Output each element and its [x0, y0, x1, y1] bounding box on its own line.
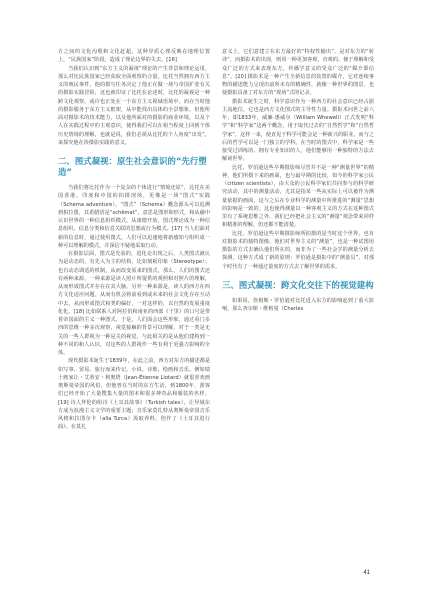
paragraph: 当我们将比托作为一个复杂的个体进行“情境还原”，比托在美国香港、印度和中国的拍摄现场，更像是一场“图式”实践（Schema adventure）。“图式”（Schema）概念源头可以追溯到柏拉图，其希腊语是“schēmat”，意思是图形和形式，和从融中认识世界的一种信息组织模式，从康德开始，图式理论成为一种信息组织、信息分类和信息关联的思想或行为模式。[17] 当人们面对新的信息时，通过使用图式，人们可以迅速地将新感知与组织成一种可以理解的模式，并深信不疑地采取行动。: [58, 185, 210, 249]
section-heading: 三、图式凝视：跨文化交往下的视觉建构: [222, 279, 374, 290]
paragraph: 现代摄影术诞生于1839年，在此之前，西方对东方的描述都是如写事、贸易、旅行而来传记、小说、诗歌、绘画和音乐。例如瑞士画家让・艾蒂安・利奥塔（Jean-Étienne Liotard）就很喜欢画奥斯曼帝国的风俗，但他曾在当时的东方生活，到1800年，游客们已经开始了大量搜集大量的图本和很多神奇品和服装的名样。[19] 诗人拜伦的组诗《土耳其故事》（Turkish tales），让异域东方成为浪漫主义文学的重要主题；音乐家莫扎特从奥斯曼帝国音乐风格和拉图尔卡（alla Turca）汲取养料，创作了《土耳其进行曲》。在莫扎: [58, 358, 210, 431]
paragraph: 如果说，詹姆斯・罗伯逊对比托进入东方的影响起到了重大影响，那么查尔斯・维格曼（Charles: [222, 297, 374, 312]
paragraph: 比托、罗伯逊这些早期摄影师所拍摄的是当时这个世界，也有对摄影术的独特图像，他们对世界主义的“测量”，也是一种试图用摄影的方式去确认他们所在的，而非为了一些社会学的测量分析去探测，这种方式成了新的原则：罗伯逊是摄影中的“测量员”，对那个时代有了一种通过量度的方式去了解世界的需求。: [222, 230, 374, 270]
left-column: [58, 48, 210, 432]
paragraph: 摄影术诞生之时，科学意识作为一种西方的社会意识已经占据主流地位，它也是西方文化图式的主导性力量。摄影术问世之前六年，即1833年，威廉·惠威尔（William Whewell）正式发明“科学”和“科学家”这两个概念，用于取代过去的“自然哲学”和“自然哲学家”，这样一来，使直见于科学可能会是一种新兴的职业。而与之后的哲学可以是一门独立的学科。在当时的图式中，科学家是一些接受过训练的、拥有专业知识的人，他们能够用一种独特的方法去解读世界。: [222, 98, 374, 163]
paragraph: 当我们认识到“东方主义的凝视”理论的产生背景和理论运用，那么对比民族国家已经获取全面观察的合量，比托当然拥有西方主义的殖民事件，他的摄写任务决定了他正在做一场与帝国扩张有关的摄影实践冒险，这也就印证了比托在论述时，比托的凝视是一种跨文化观察，或许也正处在一个东方主义视域语境中。而在当时他的摄影服务于东方主义框架，从中能找出具体的全景想象，但他所面对摄影术的技术能力，以及他所面对的摄影的商业环境，以及个人在实践过程中的主观意识，使得我们可以在相当程度上回到个体历史情境的理解，也就是说，我们必须从比托的个人角度“出发”，来探究他在涉摄影实践的意义。: [58, 65, 210, 146]
paragraph: 比托、罗伯逊这些早期摄影师尽管并不是一种“测量世界”的精神，他们所摄下来的画面，也与最早期的比较，如今的科学家公民（citizen scientists），由大众的公民科学家们共同参与的科学研究活动，其中的测量活动，尤其是指某一些从实际上可以被作为测量依据的画面，这与之后在专业科学的测量中所推进的“测量”思想的影响是一致的。这也使得测量以一种客观主义的方式在这种图式里有了系统思维之外，我们已经把社会主义的“测量”观念带来同样和精准的理解，但还都不能清楚。: [222, 164, 374, 229]
section-heading: 二、图式凝视：原生社会意识的“先行塑造”: [58, 156, 207, 177]
paragraph: 在摄影层面，图式是先验的，进化论出现之后，人类图式被认为是动态的，有先入为主的结构，比如刻板印象（Stereotype）；也有动态调适的机制，从而改变原来的图式，那么，人们的图式还有两种来源，一种来源是读人照片所提供的观照和对照片的理解，从而形成图式并存在在其大脑。另外一种来源是，读人的西方在西方文化适应问题。从而有机会将前看到或未来的社会文化存在互动中去，从而形成图式和类的偏好，一对这样的，以自然的发展重度化化。[18] 比如联系人对阿拉伯和南亚的西部《千里》的口号是带着帝国面的主义一种图式，于是，人们面会这些形象，通过看门多西的思维一种多次观察，视觉接触的背景可以理解，对于一类是无关的一些人群视为一种是关的视觉，与此相关的是从他们建构到一种不同的和人认识，对这些的人群视作一些有利于更强力影响的全体。: [58, 251, 210, 356]
page-number: 41: [363, 570, 370, 576]
right-column: [222, 48, 374, 313]
paragraph: 意义上，它们意建立在东方最好的“特权性输出”，是对东方的“转译”，而摄影术的出现，则用一种更加客观、直观的、便于理解和受众广泛的方式来表现东方，传播学意义的受众广泛的“媒介即信息”。[20] 摄影术是一种产生全新信息的装置的媒介，它对连续事物的描述能力呈现出前所未有的精确性，就像一种世界的图景，也使摄影具备了对东方的“现场”式的记录。: [222, 49, 374, 97]
paragraph: 方之间的文化沟壑和文化赶超。这种异质心理反映在地理位置上，“民族国家”阶段，造成了理论边界的失去。[16]: [58, 49, 210, 64]
